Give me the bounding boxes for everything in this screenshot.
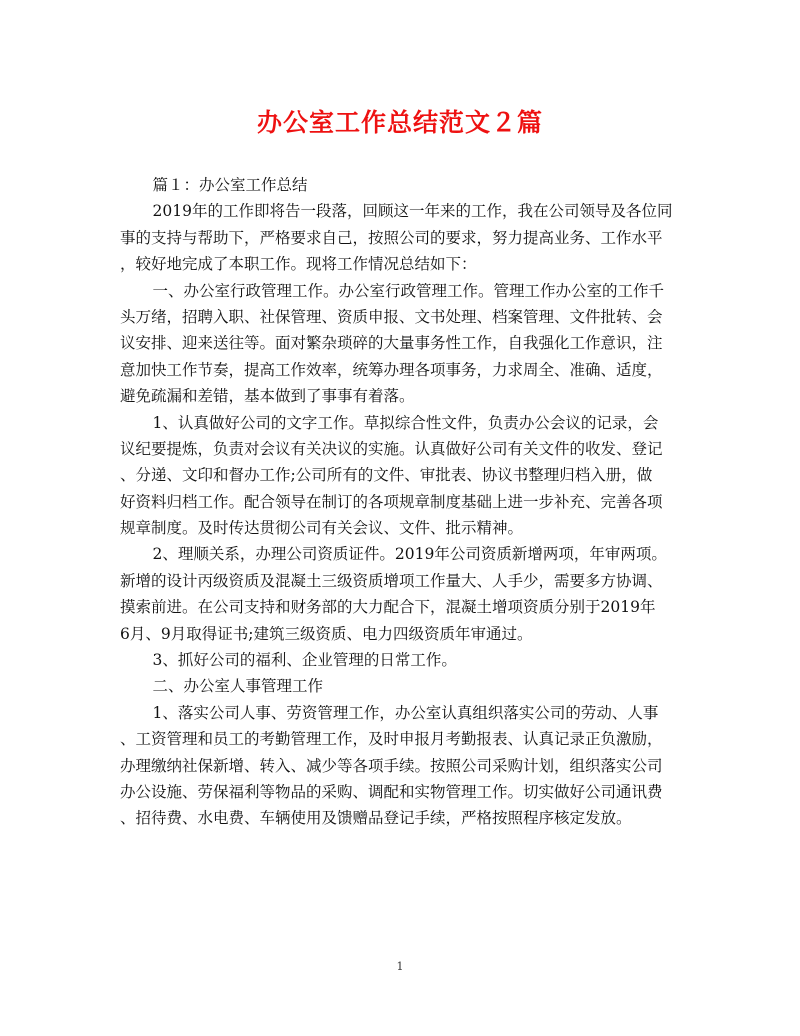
paragraph-line: 意加快工作节奏，提高工作效率，统筹办理各项事务，力求周全、准确、适度，: [120, 360, 663, 379]
paragraph-line: 办公设施、劳保福利等物品的采购、调配和实物管理工作。切实做好公司通讯费: [120, 782, 663, 801]
page-number: 1: [396, 960, 404, 973]
paragraph-line: ，较好地完成了本职工作。现将工作情况总结如下：: [120, 255, 477, 274]
paragraph-line: 1、落实公司人事、劳资管理工作，办公室认真组织落实公司的劳动、人事: [152, 703, 659, 722]
paragraph-line: 1、认真做好公司的文字工作。草拟综合性文件，负责办公会议的记录，会: [152, 413, 659, 432]
paragraph-line: 、分递、文印和督办工作;公司所有的文件、审批表、协议书整理归档入册，做: [120, 466, 653, 485]
paragraph-line: 新增的设计丙级资质及混凝土三级资质增项工作量大、人手少，需要多方协调、: [120, 571, 663, 590]
paragraph-line: 避免疏漏和差错，基本做到了事事有着落。: [120, 387, 415, 406]
paragraph-line: 事的支持与帮助下，严格要求自己，按照公司的要求，努力提高业务、工作水平: [120, 228, 663, 247]
paragraph-line: 2、理顺关系，办理公司资质证件。2019年公司资质新增两项，年审两项。: [152, 545, 667, 564]
paragraph-line: 头万绪，招聘入职、社保管理、资质申报、文书处理、档案管理、文件批转、会: [120, 307, 663, 326]
section-heading: 二、办公室人事管理工作: [152, 677, 324, 696]
paragraph-line: 摸索前进。在公司支持和财务部的大力配合下，混凝土增项资质分别于2019年: [120, 598, 656, 617]
paragraph-line: 办理缴纳社保新增、转入、减少等各项手续。按照公司采购计划，组织落实公司: [120, 756, 663, 775]
paragraph-line: 3、抓好公司的福利、企业管理的日常工作。: [152, 651, 457, 670]
paragraph-line: 好资料归档工作。配合领导在制订的各项规章制度基础上进一步补充、完善各项: [120, 492, 663, 511]
section-heading: 篇１：办公室工作总结: [152, 176, 308, 194]
paragraph-line: 议安排、迎来送往等。面对繁杂琐碎的大量事务性工作，自我强化工作意识，注: [120, 334, 663, 353]
document-title: 办公室工作总结范文２篇: [256, 108, 543, 137]
paragraph-line: 规章制度。及时传达贯彻公司有关会议、文件、批示精神。: [120, 519, 524, 538]
paragraph-line: 、工资管理和员工的考勤管理工作，及时申报月考勤报表、认真记录正负激励，: [120, 730, 663, 749]
paragraph-line: 议纪要提炼，负责对会议有关决议的实施。认真做好公司有关文件的收发、登记: [120, 439, 663, 458]
paragraph-line: 2019年的工作即将告一段落，回顾这一年来的工作，我在公司领导及各位同: [152, 202, 673, 221]
paragraph-line: 、招待费、水电费、车辆使用及馈赠品登记手续，严格按照程序核定发放。: [120, 809, 632, 828]
paragraph-line: 一、办公室行政管理工作。办公室行政管理工作。管理工作办公室的工作千: [152, 281, 665, 300]
paragraph-line: 6月、9月取得证书;建筑三级资质、电力四级资质年审通过。: [120, 624, 533, 643]
document-body: [120, 172, 680, 832]
